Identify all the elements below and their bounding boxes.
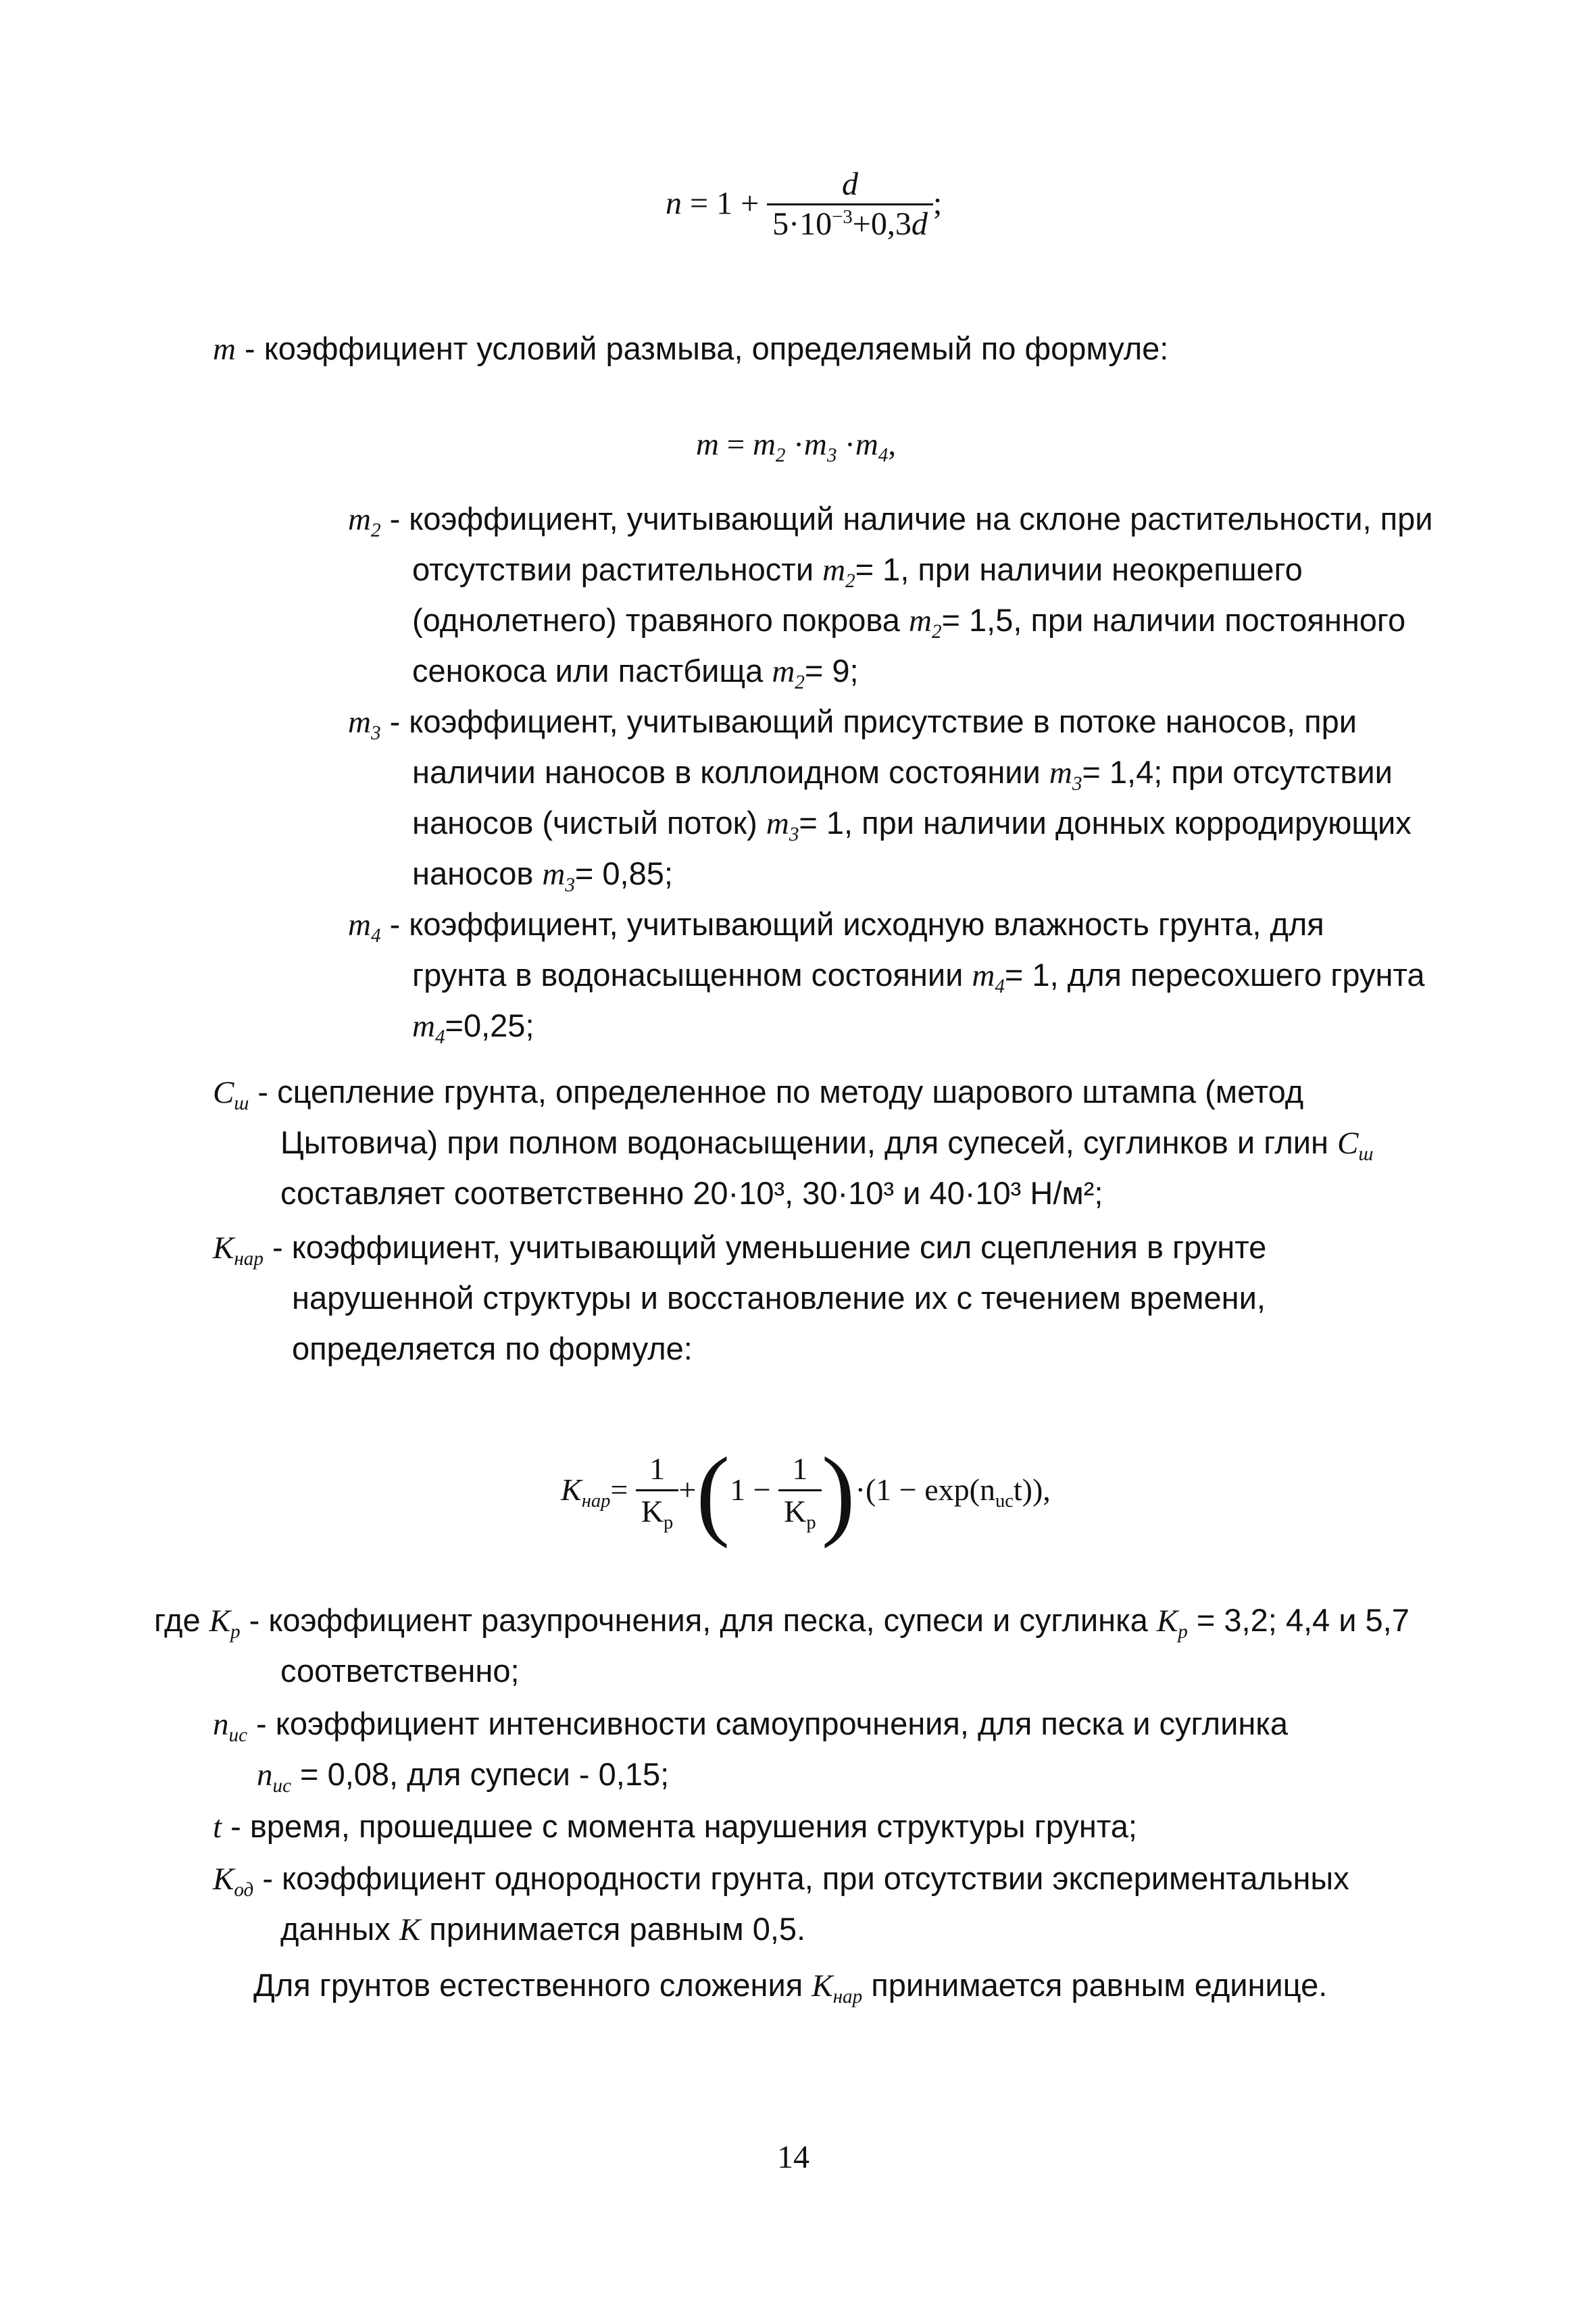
fraction-one-over-kp: $\frac{1}{K_p}$ (636, 1449, 679, 1537)
kp-line-2: соответственно; (280, 1653, 520, 1689)
m4-line-1: $m_4$ - коэффициент, учитывающий исходную влажность грунта, для (348, 906, 1324, 947)
m3-line-4: наносов $m_3= 0,85$; (412, 855, 673, 897)
m2-line-1: $m_2$ - коэффициент, учитывающий наличие на склоне растительности, при (348, 501, 1433, 542)
final-line: Для грунтов естественного сложения $K_{нар}$ принимается равным единице. (253, 1967, 1328, 2008)
kp-line-1: где $K_p$ - коэффициент разупрочнения, для песка, супеси и суглинка $K_p = 3,2$; 4,4 и 5,7 (154, 1602, 1410, 1643)
m2-line-2: отсутствии растительности $m_2= 1$, при наличии неокрепшего (412, 551, 1303, 593)
nuc-line-2: $n_{uc} = 0,08$, для супеси - 0,15; (257, 1756, 670, 1797)
kod-line-2: данных K принимается равным 0,5. (280, 1911, 806, 1947)
m3-line-3: наносов (чистый поток) $m_3= 1$, при наличии донных корродирующих (412, 805, 1412, 846)
m2-line-3: (однолетнего) травяного покрова $m_2= 1,5$, при наличии постоянного (412, 602, 1406, 643)
nuc-line-1: $n_{uc}$ - коэффициент интенсивности самоупрочнения, для песка и суглинка (213, 1706, 1289, 1747)
cw-line-3: составляет соответственно 20·10³, 30·10³ и 40·10³ Н/м²; (280, 1175, 1103, 1211)
fraction-n: $\frac{d}{5\cdot 10^{-3}+0,3d}$ (767, 166, 933, 247)
m4-line-2: грунта в водонасыщенном состоянии $m_4= 1$, для пересохшего грунта (412, 957, 1425, 998)
knar-line-1: $K_{нар}$ - коэффициент, учитывающий уменьшение сил сцепления в грунте (213, 1229, 1267, 1270)
formula-n: n = 1 + $\frac{d}{5\cdot 10^{-3}+0,3d}$ ; (666, 166, 942, 247)
kod-line-1: $K_{од}$ - коэффициент однородности грунта, при отсутствии экспериментальных (213, 1860, 1349, 1901)
formula-knar: $K_{нар}=$ $\frac{1}{K_p}$ +(1 − $\frac{1}{K_p}$ )$\cdot(1 - \exp(n_{uc}t))$, (561, 1437, 1051, 1549)
m-definition: m - коэффициент условий размыва, определяемый по формуле: (213, 330, 1169, 367)
cw-line-1: $C_ш$ - сцепление грунта, определенное по методу шарового штампа (метод (213, 1074, 1304, 1115)
t-line: t - время, прошедшее с момента нарушения структуры грунта; (213, 1808, 1137, 1845)
fraction-one-over-kp-2: $\frac{1}{K_p}$ (778, 1449, 822, 1537)
m3-line-1: $m_3$ - коэффициент, учитывающий присутствие в потоке наносов, при (348, 703, 1357, 745)
knar-line-3: определяется по формуле: (292, 1330, 693, 1366)
knar-line-2: нарушенной структуры и восстановление их с течением времени, (292, 1280, 1266, 1316)
cw-line-2: Цытовича) при полном водонасыщении, для супесей, суглинков и глин $C_ш$ (280, 1124, 1374, 1166)
page-number: 14 (777, 2139, 809, 2175)
m3-line-2: наличии наносов в коллоидном состоянии $m_3= 1,4$; при отсутствии (412, 754, 1393, 795)
m4-line-3: $m_4=0,25$; (412, 1007, 534, 1049)
m2-line-4: сенокоса или пастбища $m_2= 9$; (412, 653, 859, 694)
formula-m: $m = m_2 \cdot m_3 \cdot m_4$, (696, 427, 897, 467)
